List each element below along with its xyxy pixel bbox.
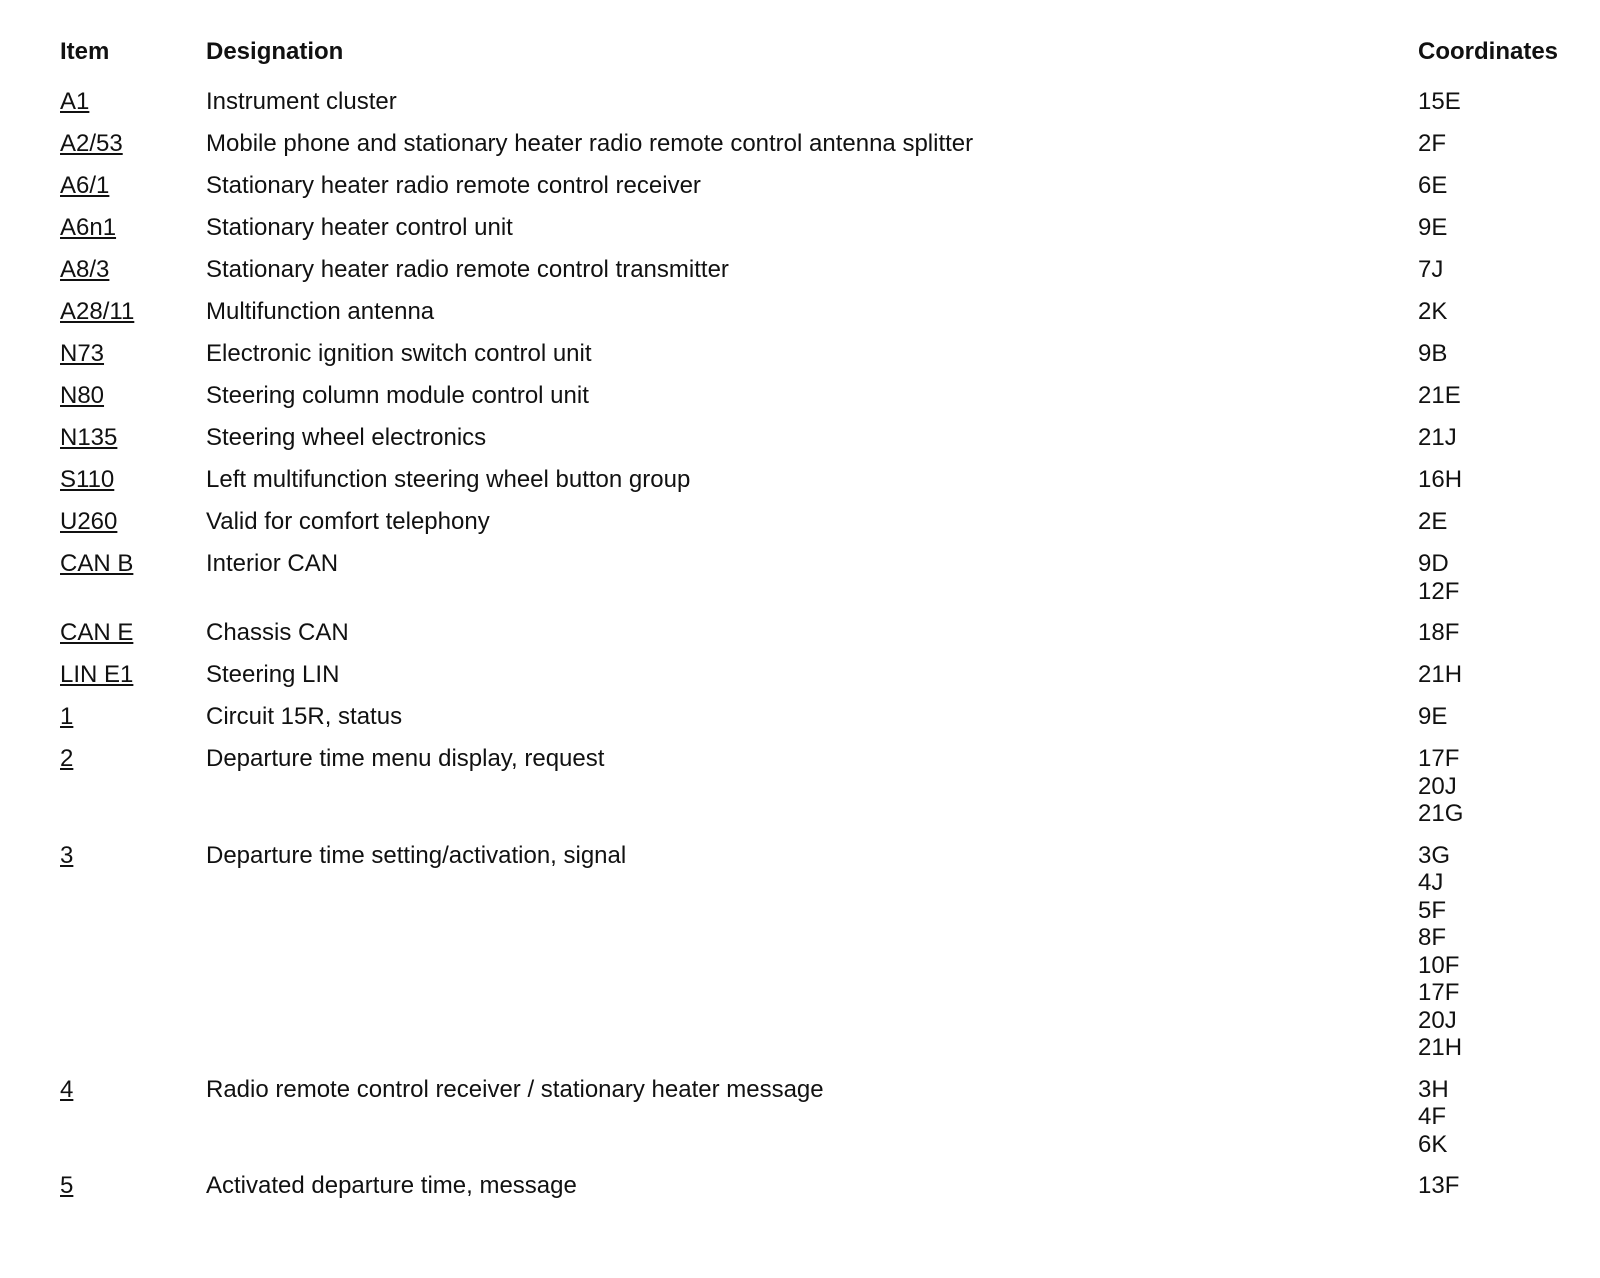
table-row [60,689,1585,731]
item-link[interactable]: A28/11 [60,298,135,325]
coordinates-cell [1418,703,1578,731]
table-row [60,731,1585,828]
coordinate-value: 21H [1418,661,1463,688]
item-cell [60,172,206,200]
table-row [60,410,1585,452]
coordinate-value: 13F [1418,1172,1460,1199]
table-row [60,494,1585,536]
item-link[interactable]: LIN E1 [60,661,134,688]
coordinate-value: 9B [1418,340,1448,367]
item-cell [60,1172,206,1200]
designation-cell: Electronic ignition switch control unit [206,340,592,367]
coordinate-value: 20J [1418,772,1457,800]
item-link[interactable]: CAN B [60,550,134,577]
coordinate-value: 4J [1418,869,1444,896]
coordinate-value: 4F [1418,1103,1447,1130]
designation-cell: Steering LIN [206,661,340,688]
table-row [60,1062,1585,1159]
item-cell [60,256,206,284]
item-cell [60,1076,206,1104]
coordinate-value: 2K [1418,298,1448,325]
item-cell [60,382,206,410]
item-cell [60,214,206,242]
coordinates-cell [1418,508,1578,536]
item-link[interactable]: A2/53 [60,130,123,157]
coordinate-value: 8F [1418,924,1447,951]
coordinate-value: 3H [1418,1075,1449,1103]
designation-cell: Departure time setting/activation, signal [206,841,627,869]
coordinates-cell [1418,466,1578,494]
coordinates-cell [1418,842,1578,1062]
designation-cell: Chassis CAN [206,619,349,646]
coordinates-cell [1418,88,1578,116]
coordinates-cell [1418,172,1578,200]
header-item: Item [60,38,110,65]
item-cell [60,703,206,731]
coordinate-value: 16H [1418,466,1463,493]
coordinate-value: 21J [1418,424,1457,451]
coordinates-cell [1418,340,1578,368]
coordinates-cell [1418,424,1578,452]
coordinates-cell [1418,382,1578,410]
item-cell [60,466,206,494]
item-link[interactable]: 3 [60,841,74,869]
designation-cell: Mobile phone and stationary heater radio remote control antenna splitter [206,130,974,157]
designation-cell: Radio remote control receiver / stationary heater message [206,1075,824,1103]
item-link[interactable]: U260 [60,508,118,535]
coordinates-cell [1418,1076,1578,1159]
item-link[interactable]: N73 [60,340,105,367]
item-cell [60,550,206,578]
item-cell [60,340,206,368]
table-row [60,605,1585,647]
item-cell [60,424,206,452]
coordinate-value: 9D [1418,550,1449,577]
item-link[interactable]: A1 [60,88,90,115]
item-link[interactable]: N135 [60,424,118,451]
designation-cell: Left multifunction steering wheel button group [206,466,691,493]
designation-cell: Departure time menu display, request [206,745,605,772]
table-row [60,828,1585,1062]
table-row [60,200,1585,242]
coordinate-value: 10F [1418,951,1460,979]
item-cell [60,508,206,536]
coordinates-cell [1418,550,1578,605]
table-header [60,38,1585,74]
item-cell [60,842,206,870]
table-row [60,284,1585,326]
item-link[interactable]: 2 [60,745,74,772]
table-row [60,242,1585,284]
item-link[interactable]: S110 [60,466,115,493]
coordinate-value: 17F [1418,745,1460,772]
item-link[interactable]: A8/3 [60,256,110,283]
coordinate-value: 6K [1418,1130,1448,1158]
coordinate-value: 21H [1418,1034,1463,1061]
table-row [60,158,1585,200]
item-cell [60,661,206,689]
table-row [60,74,1585,116]
item-link[interactable]: CAN E [60,619,134,646]
coordinate-value: 20J [1418,1006,1457,1034]
item-cell [60,298,206,326]
item-cell [60,88,206,116]
coordinate-value: 17F [1418,979,1460,1006]
item-cell [60,745,206,773]
designation-cell: Instrument cluster [206,88,397,115]
designation-cell: Stationary heater radio remote control transmitter [206,256,729,283]
item-link[interactable]: N80 [60,382,105,409]
coordinate-value: 6E [1418,172,1448,199]
coordinate-value: 15E [1418,88,1461,115]
item-link[interactable]: A6/1 [60,172,110,199]
designation-cell: Stationary heater control unit [206,214,513,241]
coordinate-value: 9E [1418,703,1448,730]
coordinate-value: 2F [1418,130,1447,157]
table-row [60,368,1585,410]
coordinate-value: 21E [1418,382,1461,409]
item-link[interactable]: 5 [60,1172,74,1199]
coordinates-cell [1418,661,1578,689]
legend-table [60,38,1585,1200]
designation-cell: Interior CAN [206,550,339,577]
item-link[interactable]: A6n1 [60,214,117,241]
coordinates-cell [1418,256,1578,284]
item-cell [60,619,206,647]
table-row [60,1158,1585,1200]
coordinate-value: 2E [1418,508,1448,535]
item-link[interactable]: 1 [60,703,74,730]
item-link[interactable]: 4 [60,1075,74,1103]
coordinates-cell [1418,130,1578,158]
coordinates-cell [1418,745,1578,828]
table-row [60,452,1585,494]
designation-cell: Valid for comfort telephony [206,508,490,535]
designation-cell: Multifunction antenna [206,298,435,325]
coordinates-cell [1418,214,1578,242]
header-coordinates: Coordinates [1418,38,1559,65]
coordinate-value: 3G [1418,841,1451,869]
coordinates-cell [1418,298,1578,326]
designation-cell: Circuit 15R, status [206,703,403,730]
coordinate-value: 18F [1418,619,1460,646]
coordinate-value: 21G [1418,800,1464,827]
coordinate-value: 9E [1418,214,1448,241]
coordinates-cell [1418,1172,1578,1200]
coordinate-value: 7J [1418,256,1444,283]
designation-cell: Activated departure time, message [206,1172,577,1199]
designation-cell: Steering wheel electronics [206,424,487,451]
item-cell [60,130,206,158]
coordinate-value: 5F [1418,896,1447,924]
coordinate-value: 12F [1418,577,1460,605]
table-row [60,647,1585,689]
table-body [60,74,1585,1200]
designation-cell: Stationary heater radio remote control receiver [206,172,701,199]
designation-cell: Steering column module control unit [206,382,589,409]
coordinates-cell [1418,619,1578,647]
table-row [60,326,1585,368]
table-row [60,536,1585,605]
header-designation: Designation [206,38,344,65]
table-row [60,116,1585,158]
